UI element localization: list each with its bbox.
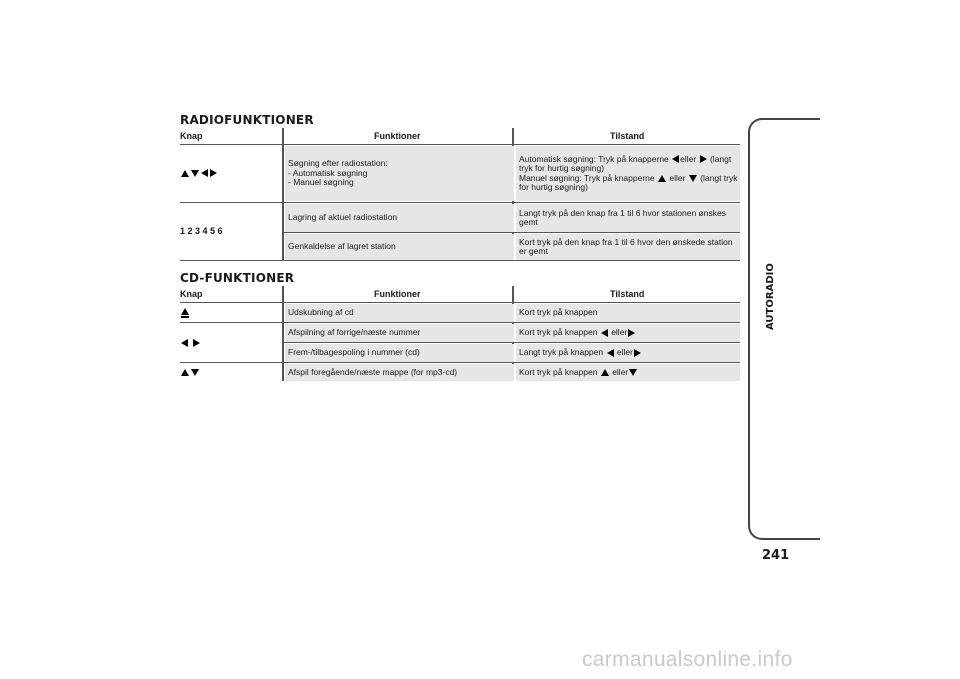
radio-header-knap: Knap: [180, 131, 203, 141]
radio-row-station-search: [180, 146, 740, 201]
cd-row-folder: [180, 364, 740, 381]
radio-state-store: Langt tryk på den knap fra 1 til 6 hvor stationen ønskes gemt: [516, 204, 740, 232]
radio-knap-arrows: [180, 146, 282, 201]
presets-label: 1 2 3 4 5 6: [180, 226, 223, 237]
cd-knap-updown: [180, 364, 282, 381]
chapter-tab-label: AUTORADIO: [765, 263, 776, 330]
left-arrow-icon: [601, 329, 608, 337]
cd-state-eject: Kort tryk på knappen: [516, 304, 740, 322]
cd-func-folder: Afspil foregående/næste mappe (for mp3-cd): [285, 364, 514, 381]
radio-header-funktioner: Funktioner: [374, 131, 421, 141]
cd-row-seek: [180, 344, 740, 362]
func-line: - Automatisk søgning: [288, 167, 368, 178]
up-arrow-icon: [658, 175, 666, 182]
eject-icon: [180, 308, 190, 318]
down-arrow-icon: [191, 369, 199, 376]
state-manual: Manuel søgning: Tryk på knapperne eller (langt tryk for hurtig søgning): [519, 172, 738, 192]
up-arrow-icon: [181, 170, 189, 177]
cd-header-knap: Knap: [180, 289, 203, 299]
radio-row-store: [180, 204, 740, 232]
cd-knap-eject: [180, 304, 282, 322]
down-arrow-icon: [629, 369, 637, 376]
cd-func-track: Afspilning af forrige/næste nummer: [285, 324, 514, 342]
radio-func-recall: Genkaldelse af lagret station: [285, 234, 514, 260]
radio-header-tilstand: Tilstand: [610, 131, 645, 141]
right-arrow-icon: [628, 329, 635, 337]
up-arrow-icon: [601, 369, 609, 376]
right-arrow-icon: [700, 155, 707, 163]
cd-row-track: [180, 324, 740, 342]
cd-state-seek: Langt tryk på knappen eller: [516, 344, 740, 362]
up-arrow-icon: [181, 369, 189, 376]
page-number: 241: [762, 548, 790, 563]
left-arrow-icon: [607, 349, 614, 357]
state-auto: Automatisk søgning: Tryk på knapperne eller (langt tryk for hurtig søgning): [519, 153, 732, 173]
cd-header-tilstand: Tilstand: [610, 289, 645, 299]
cd-header-funktioner: Funktioner: [374, 289, 421, 299]
func-line: Søgning efter radiostation:: [288, 158, 388, 169]
cd-func-seek: Frem-/tilbagespoling i nummer (cd): [285, 344, 514, 362]
down-arrow-icon: [689, 175, 697, 182]
radio-row-recall: [180, 234, 740, 260]
left-arrow-icon: [201, 169, 208, 177]
left-arrow-icon: [672, 155, 679, 163]
down-arrow-icon: [191, 170, 199, 177]
radio-table: [180, 128, 740, 261]
cd-section-title: CD-FUNKTIONER: [180, 271, 295, 285]
cd-func-eject: Udskubning af cd: [285, 304, 514, 322]
radio-func-search: [285, 146, 514, 201]
radio-section-title: RADIOFUNKTIONER: [180, 113, 314, 127]
right-arrow-icon: [210, 169, 217, 177]
func-line: - Manuel søgning: [288, 177, 354, 188]
cd-table: [180, 286, 740, 381]
chapter-tab: [748, 118, 820, 540]
cd-state-folder: Kort tryk på knappen eller: [516, 364, 740, 381]
watermark: carmanualsonline.info: [582, 648, 793, 671]
radio-state-search: [516, 146, 740, 201]
radio-state-recall: Kort tryk på den knap fra 1 til 6 hvor den ønskede station er gemt: [516, 234, 740, 260]
radio-func-store: Lagring af aktuel radiostation: [285, 204, 514, 232]
cd-state-track: Kort tryk på knappen eller: [516, 324, 740, 342]
cd-row-eject: [180, 304, 740, 322]
right-arrow-icon: [634, 349, 641, 357]
